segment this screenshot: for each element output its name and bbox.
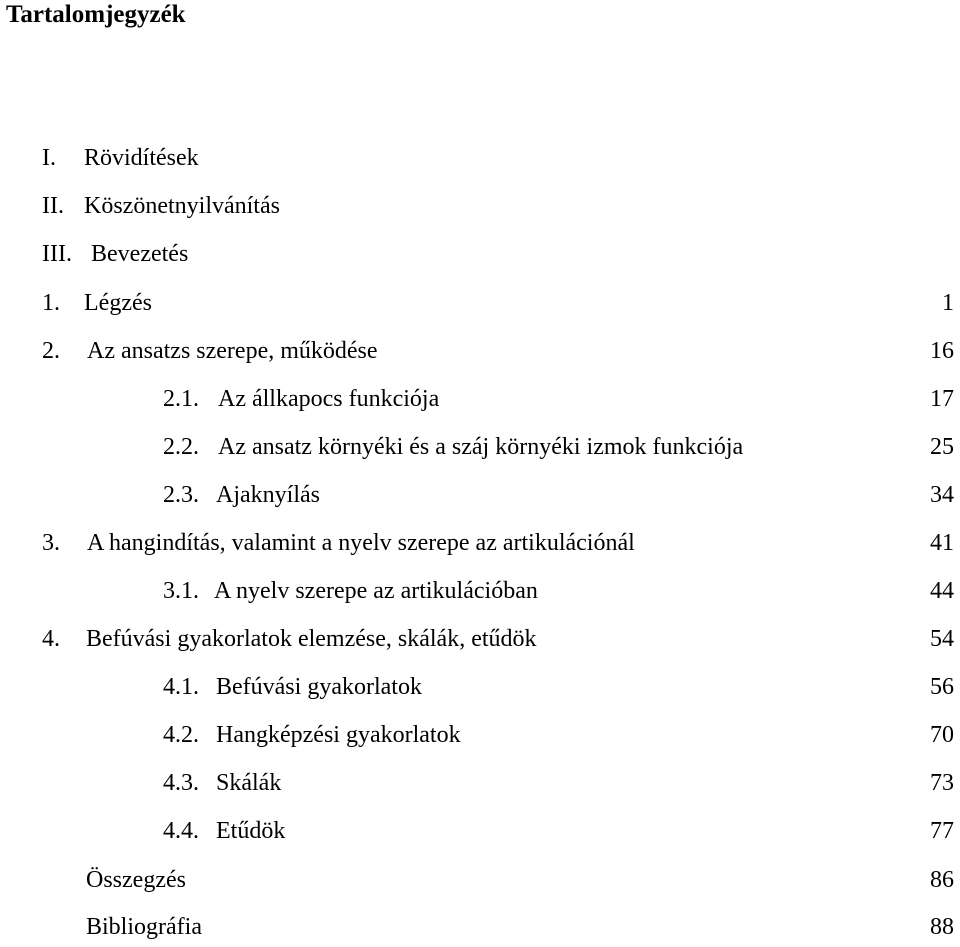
- toc-entry-title: Befúvási gyakorlatok elemzése, skálák, etűdök: [86, 626, 537, 652]
- toc-entry-title: Az ansatz környéki és a száj környéki izmok funkciója: [218, 434, 744, 460]
- toc-entry-page: 73: [930, 770, 954, 796]
- toc-entry-page: 77: [930, 818, 954, 844]
- toc-entry-page: 34: [930, 482, 954, 508]
- toc-entry-izmok[interactable]: [0, 432, 960, 462]
- toc-entry-page: 41: [930, 530, 954, 556]
- toc-entry-legzes[interactable]: [0, 288, 960, 318]
- toc-entry-title: Köszönetnyilvánítás: [84, 193, 280, 219]
- toc-entry-etudok[interactable]: [0, 816, 960, 846]
- toc-entry-number: 2.2.: [163, 434, 199, 460]
- toc-entry-befuvasi-gyakorlatok[interactable]: [0, 672, 960, 702]
- toc-entry-title: Bevezetés: [91, 241, 189, 267]
- toc-entry-page: 25: [930, 434, 954, 460]
- toc-entry-number: II.: [42, 193, 64, 219]
- toc-entry-skalak[interactable]: [0, 768, 960, 798]
- toc-entry-hangkepzesi[interactable]: [0, 720, 960, 750]
- toc-entry-befuvasi-elemzes[interactable]: [0, 624, 960, 654]
- toc-entry-number: 2.1.: [163, 386, 199, 412]
- toc-entry-title: A nyelv szerepe az artikulációban: [214, 578, 538, 604]
- toc-entry-title: Légzés: [84, 290, 152, 316]
- toc-entry-ajaknyilas[interactable]: [0, 480, 960, 510]
- toc-entry-page: 17: [930, 386, 954, 412]
- toc-entry-number: 4.4.: [163, 818, 199, 844]
- toc-entry-page: 70: [930, 722, 954, 748]
- toc-entry-title: A hangindítás, valamint a nyelv szerepe az artikulációnál: [87, 530, 635, 556]
- toc-entry-osszegzes[interactable]: [0, 865, 960, 895]
- toc-entry-page: 88: [930, 914, 954, 940]
- toc-entry-number: 2.: [42, 338, 60, 364]
- toc-entry-number: 1.: [42, 290, 60, 316]
- toc-entry-number: 3.: [42, 530, 60, 556]
- toc-entry-title: Skálák: [216, 770, 282, 796]
- page-title: Tartalomjegyzék: [6, 1, 186, 28]
- toc-entry-page: 16: [930, 338, 954, 364]
- toc-entry-number: 3.1.: [163, 578, 199, 604]
- toc-entry-page: 1: [942, 290, 954, 316]
- toc-entry-number: 2.3.: [163, 482, 199, 508]
- toc-entry-bibliografia[interactable]: [0, 912, 960, 942]
- toc-entry-page: 54: [930, 626, 954, 652]
- toc-entry-page: 56: [930, 674, 954, 700]
- toc-entry-page: 44: [930, 578, 954, 604]
- toc-entry-ansatzs[interactable]: [0, 336, 960, 366]
- toc-entry-allkapocs[interactable]: [0, 384, 960, 414]
- toc-entry-number: III.: [42, 241, 72, 267]
- toc-entry-koszonet[interactable]: [0, 191, 960, 221]
- toc-entry-bevezetes[interactable]: [0, 239, 960, 269]
- toc-entry-rovidite[interactable]: [0, 143, 960, 173]
- toc-entry-number: 4.2.: [163, 722, 199, 748]
- toc-entry-title: Az ansatzs szerepe, működése: [87, 338, 378, 364]
- toc-entry-title: Hangképzési gyakorlatok: [216, 722, 461, 748]
- toc-entry-hanginditas[interactable]: [0, 528, 960, 558]
- toc-entry-title: Rövidítések: [84, 145, 199, 171]
- toc-entry-nyelv[interactable]: [0, 576, 960, 606]
- toc-entry-number: I.: [42, 145, 56, 171]
- toc-entry-number: 4.: [42, 626, 60, 652]
- toc-entry-title: Etűdök: [216, 818, 286, 844]
- toc-entry-title: Befúvási gyakorlatok: [216, 674, 422, 700]
- toc-entry-title: Bibliográfia: [86, 914, 202, 940]
- toc-entry-page: 86: [930, 867, 954, 893]
- toc-entry-number: 4.1.: [163, 674, 199, 700]
- toc-entry-title: Összegzés: [86, 867, 186, 893]
- toc-entry-number: 4.3.: [163, 770, 199, 796]
- toc-entry-title: Ajaknyílás: [216, 482, 320, 508]
- toc-entry-title: Az állkapocs funkciója: [218, 386, 440, 412]
